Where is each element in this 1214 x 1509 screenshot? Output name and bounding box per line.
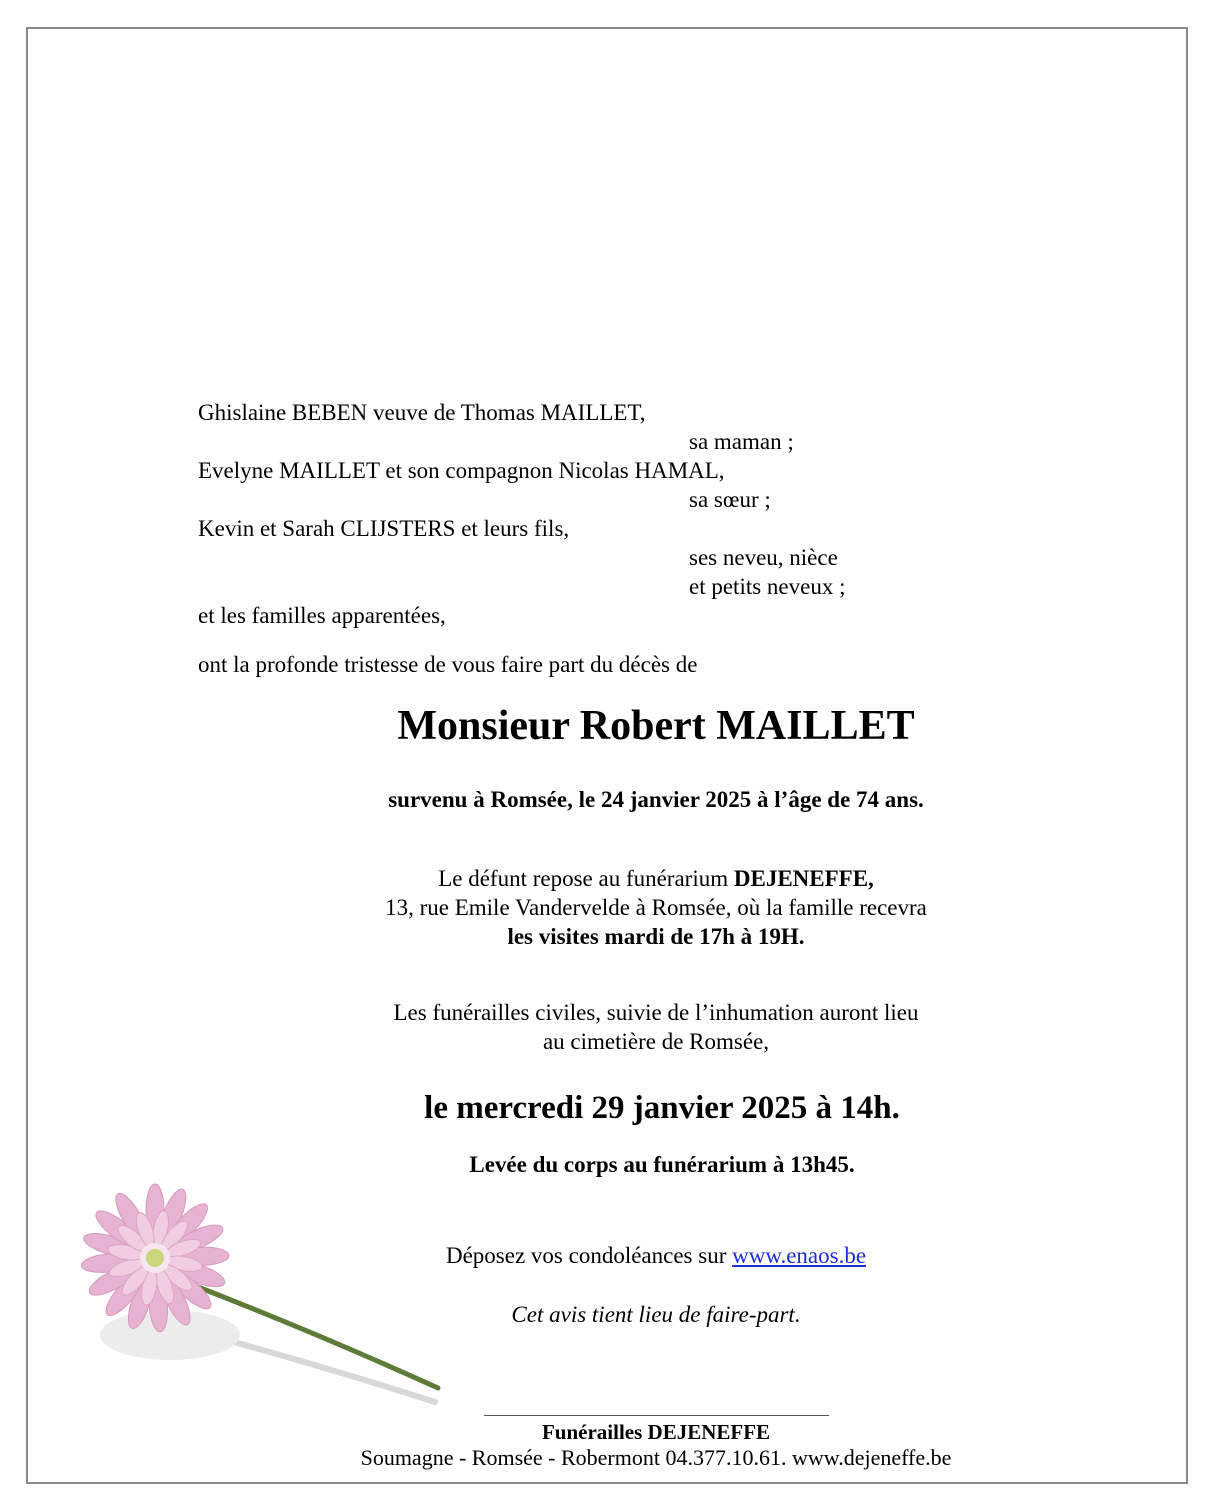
footer-company: Funérailles DEJENEFFE: [541, 1420, 771, 1444]
family-line-1: Ghislaine BEBEN veuve de Thomas MAILLET,: [198, 400, 646, 425]
families-line: et les familles apparentées,: [198, 603, 446, 628]
notice-line: Cet avis tient lieu de faire-part.: [511, 1302, 801, 1327]
announce-line: ont la profonde tristesse de vous faire part du décès de: [198, 652, 698, 677]
condolences-text: Déposez vos condoléances sur: [445, 1243, 733, 1268]
family-line-2: Evelyne MAILLET et son compagnon Nicolas HAMAL,: [198, 458, 725, 483]
family-line-3: Kevin et Sarah CLIJSTERS et leurs fils,: [198, 516, 570, 541]
rest-line-2: 13, rue Emile Vandervelde à Romsée, où la famille recevra: [385, 895, 927, 920]
flower-icon: [70, 1180, 460, 1420]
condolences-link[interactable]: www.enaos.be: [732, 1243, 867, 1268]
relation-mother: sa maman ;: [689, 429, 794, 454]
funeral-line-1: Les funérailles civiles, suivie de l’inhumation auront lieu: [393, 1000, 919, 1025]
relation-nephews-1: ses neveu, nièce: [689, 545, 838, 570]
condolences-line: [446, 1241, 866, 1270]
funeral-date: le mercredi 29 janvier 2025 à 14h.: [424, 1090, 900, 1126]
rest-line-1: [438, 864, 874, 893]
footer-details: Soumagne - Romsée - Robermont 04.377.10.61. www.dejeneffe.be: [360, 1445, 952, 1470]
levee-line: Levée du corps au funérarium à 13h45.: [469, 1152, 855, 1177]
relation-nephews-2: et petits neveux ;: [689, 574, 846, 599]
funeral-home-name: DEJENEFFE,: [733, 866, 874, 891]
death-line: survenu à Romsée, le 24 janvier 2025 à l’âge de 74 ans.: [388, 787, 924, 812]
deceased-name: Monsieur Robert MAILLET: [397, 703, 915, 749]
funeral-line-2: au cimetière de Romsée,: [542, 1029, 770, 1054]
relation-sister: sa sœur ;: [689, 487, 771, 512]
visits-line: les visites mardi de 17h à 19H.: [507, 924, 805, 949]
footer-divider: [484, 1415, 829, 1416]
rest-line-1-text: Le défunt repose au funérarium: [438, 866, 734, 891]
